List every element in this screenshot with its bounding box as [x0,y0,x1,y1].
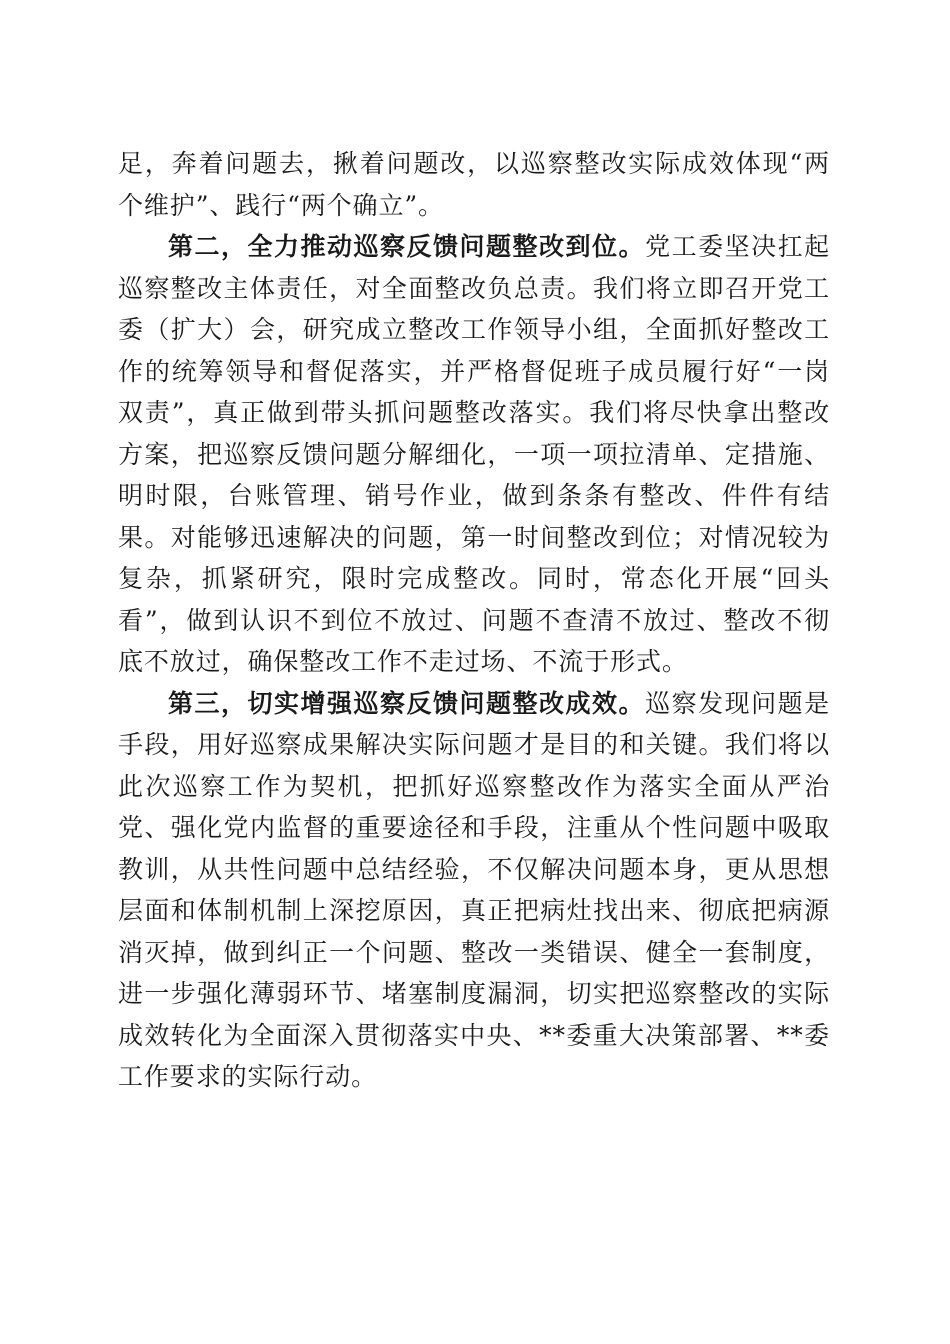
document-body [118,143,830,1098]
paragraph-third-point [118,683,830,1098]
third-point-heading: 第三，切实增强巡察反馈问题整改成效。 [168,688,646,718]
second-point-heading: 第二，全力推动巡察反馈问题整改到位。 [168,232,646,261]
second-point-body: 党工委坚决扛起巡察整改主体责任，对全面整改负总责。我们将立即召开党工委（扩大）会，研究成立整改工作领导小组，全面抓好整改工作的统筹领导和督促落实，并严格督促班子成员履行好“一岗双责”，真正做到带头抓问题整改落实。我们将尽快拿出整改方案，把巡察反馈问题分解细化，一项一项拉清单、定措施、明时限，台账管理、销号作业，做到条条有整改、件件有结果。对能够迅速解决的问题，第一时间整改到位；对情况较为复杂，抓紧研究，限时完成整改。同时，常态化开展“回头看”，做到认识不到位不放过、问题不查清不放过、整改不彻底不放过，确保整改工作不走过场、不流于形式。 [118,232,830,676]
paragraph-continuation: 足，奔着问题去，揪着问题改，以巡察整改实际成效体现“两个维护”、践行“两个确立”。 [118,149,830,220]
paragraph-second-point [118,226,830,683]
third-point-body: 巡察发现问题是手段，用好巡察成果解决实际问题才是目的和关键。我们将以此次巡察工作为契机，把抓好巡察整改作为落实全面从严治党、强化党内监督的重要途径和手段，注重从个性问题中吸取教训，从共性问题中总结经验，不仅解决问题本身，更从思想层面和体制机制上深挖原因，真正把病灶找出来、彻底把病源消灭掉，做到纠正一个问题、整改一类错误、健全一套制度，进一步强化薄弱环节、堵塞制度漏洞，切实把巡察整改的实际成效转化为全面深入贯彻落实中央、**委重大决策部署、**委工作要求的实际行动。 [118,688,830,1091]
